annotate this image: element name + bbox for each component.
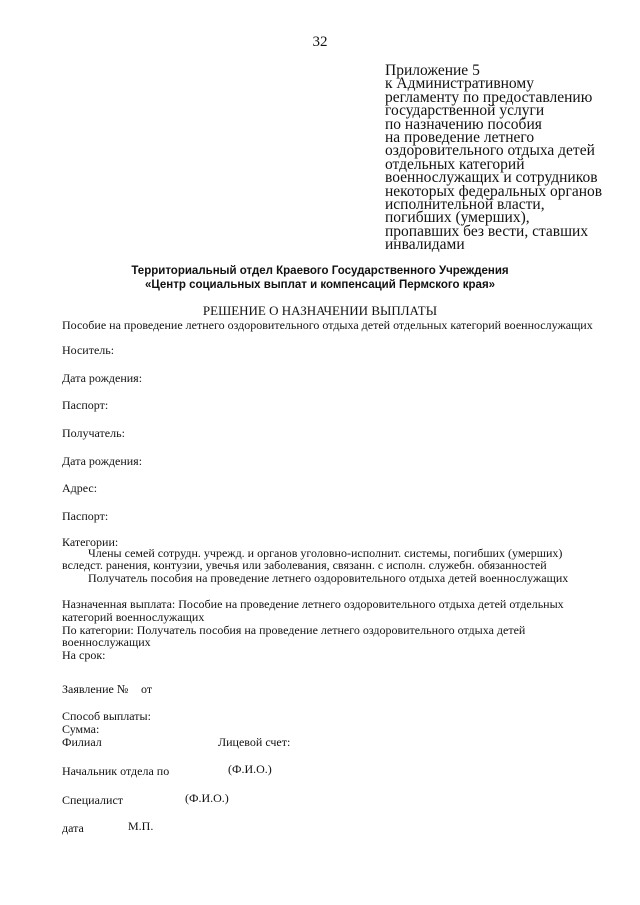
assigned-category-line: По категории: Получатель пособия на проведение летнего оздоровительного отдыха детей <box>62 622 526 637</box>
organization-line-1: Территориальный отдел Краевого Государственного Учреждения <box>131 265 509 277</box>
carrier-passport-label: Паспорт: <box>62 398 109 412</box>
specialist-name: (Ф.И.О.) <box>185 791 229 805</box>
category-item-1-line-2: вследст. ранения, контузии, увечья или заболевания, связанн. с исполн. служебн. обязанностей <box>62 558 547 572</box>
assigned-payment-line: категорий военнослужащих <box>62 609 205 624</box>
decision-title: РЕШЕНИЕ О НАЗНАЧЕНИИ ВЫПЛАТЫ <box>202 303 438 318</box>
carrier-birth-date-label: Дата рождения: <box>62 371 143 385</box>
specialist-label: Специалист <box>62 793 124 807</box>
categories-label: Категории: <box>62 535 119 549</box>
application-from-label: от <box>141 682 153 696</box>
date-label: дата <box>62 821 84 835</box>
assigned-term-label: На срок: <box>62 648 106 663</box>
assigned-payment <box>62 598 582 662</box>
payment-method-label: Способ выплаты: <box>62 709 151 723</box>
appendix-line: отдельных категорий <box>385 155 525 173</box>
appendix-line: на проведение летнего <box>385 129 535 147</box>
assigned-category-line: военнослужащих <box>62 635 151 650</box>
appendix-line: оздоровительного отдыха детей <box>385 142 595 160</box>
category-item-2: Получатель пособия на проведение летнего оздоровительного отдыха детей военнослужащих <box>88 571 569 585</box>
payment-amount-label: Сумма: <box>62 722 100 736</box>
department-head-label: Начальник отдела по <box>62 764 170 778</box>
carrier-label: Носитель: <box>62 343 115 357</box>
appendix-line: к Административному <box>385 75 534 93</box>
branch-label: Филиал <box>62 735 102 749</box>
appendix-line: регламенту по предоставлению <box>385 88 593 106</box>
application-number-label: Заявление № <box>62 682 129 696</box>
appendix-line: некоторых федеральных органов <box>385 182 603 200</box>
appendix-line: пропавших без вести, ставших <box>385 222 589 240</box>
appendix-line: исполнительной власти, <box>385 196 545 214</box>
stamp-placeholder: М.П. <box>128 819 154 833</box>
recipient-passport-label: Паспорт: <box>62 509 109 523</box>
appendix-line: погибших (умерших), <box>385 209 530 227</box>
appendix-line: Приложение 5 <box>385 62 480 79</box>
category-item-1-line-1: Члены семей сотрудн. учрежд. и органов уголовно-исполнит. системы, погибших (умерших) <box>88 546 563 560</box>
recipient-birth-date-label: Дата рождения: <box>62 454 143 468</box>
organization-line-2: «Центр социальных выплат и компенсаций Пермского края» <box>144 279 496 291</box>
appendix-header <box>385 64 635 252</box>
address-label: Адрес: <box>62 481 98 495</box>
appendix-line: инвалидами <box>385 236 465 254</box>
page-number: 32 <box>312 34 328 50</box>
appendix-line: по назначению пособия <box>385 115 542 133</box>
personal-account-label: Лицевой счет: <box>218 735 291 749</box>
assigned-payment-line: Назначенная выплата: Пособие на проведение летнего оздоровительного отдыха детей отдельных <box>62 597 564 611</box>
appendix-line: государственной услуги <box>385 102 545 120</box>
recipient-label: Получатель: <box>62 426 125 440</box>
department-head-name: (Ф.И.О.) <box>228 762 272 776</box>
appendix-line: военнослужащих и сотрудников <box>385 169 598 187</box>
organization-header <box>0 264 640 292</box>
benefit-subtitle: Пособие на проведение летнего оздоровительного отдыха детей отдельных категорий военнослужащих <box>62 318 593 332</box>
